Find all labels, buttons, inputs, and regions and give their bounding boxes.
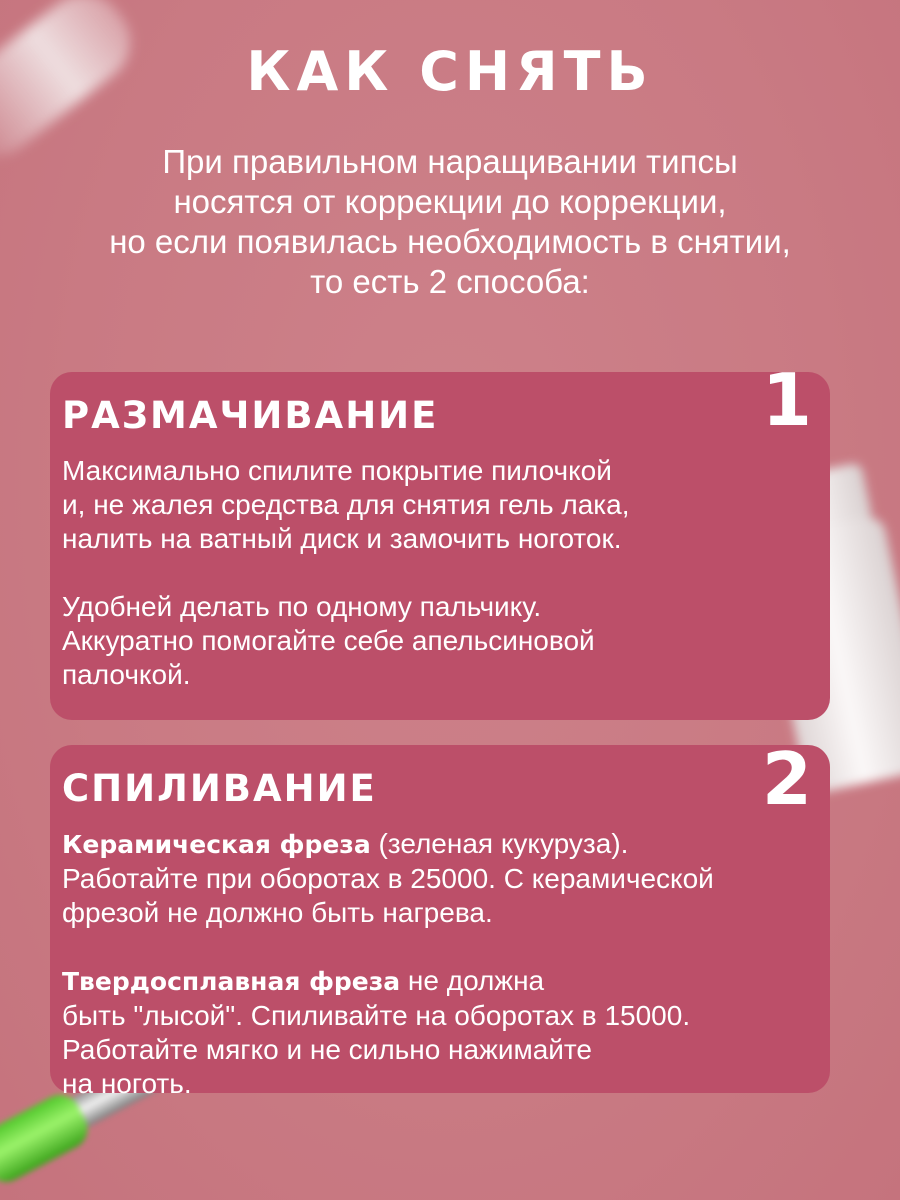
page-title: КАК СНЯТЬ xyxy=(246,40,654,103)
method-paragraph xyxy=(62,590,818,692)
text-line: Работайте при оборотах в 25000. С керамической xyxy=(62,863,714,894)
intro-line: носятся от коррекции до коррекции, xyxy=(173,183,727,220)
intro-line: При правильном наращивании типсы xyxy=(162,143,738,180)
text-line xyxy=(62,827,818,862)
bold-term: Твердосплавная фреза xyxy=(62,967,401,996)
text-line: фрезой не должно быть нагрева. xyxy=(62,897,493,928)
method-heading: СПИЛИВАНИЕ xyxy=(62,767,377,810)
text-line: палочкой. xyxy=(62,659,191,690)
method-number: 2 xyxy=(761,737,812,821)
text-line: налить на ватный диск и замочить ноготок. xyxy=(62,523,622,554)
text-line: и, не жалея средства для снятия гель лака, xyxy=(62,489,630,520)
method-card-soaking xyxy=(50,358,830,720)
bold-term: Керамическая фреза xyxy=(62,830,371,859)
text-line: быть "лысой". Спиливайте на оборотах в 15000. xyxy=(62,1000,691,1031)
text-line: на ноготь. xyxy=(62,1068,192,1099)
method-paragraph xyxy=(62,964,818,1101)
text-fragment: не должна xyxy=(400,965,545,996)
intro-line: но если появилась необходимость в снятии, xyxy=(109,223,791,260)
intro-line: то есть 2 способа: xyxy=(310,263,590,300)
text-line xyxy=(62,964,818,999)
text-line: Удобней делать по одному пальчику. xyxy=(62,591,542,622)
method-paragraph xyxy=(62,827,818,930)
method-heading: РАЗМАЧИВАНИЕ xyxy=(62,394,439,437)
text-line: Аккуратно помогайте себе апельсиновой xyxy=(62,625,595,656)
method-paragraph xyxy=(62,454,818,556)
text-fragment: (зеленая кукуруза). xyxy=(370,828,629,859)
text-line: Работайте мягко и не сильно нажимайте xyxy=(62,1034,593,1065)
text-line: Максимально спилите покрытие пилочкой xyxy=(62,455,612,486)
method-card-filing xyxy=(50,737,830,1099)
intro-text xyxy=(0,142,900,302)
method-number: 1 xyxy=(761,358,812,442)
